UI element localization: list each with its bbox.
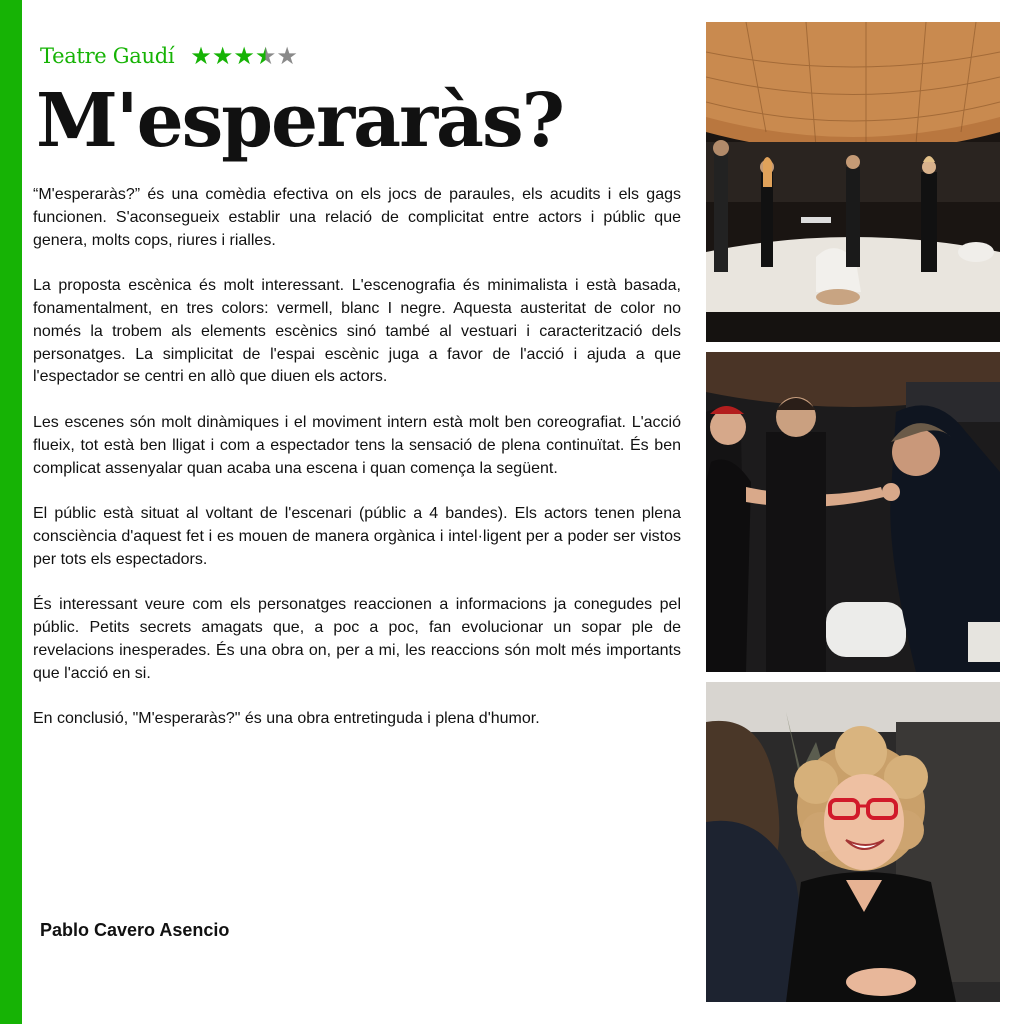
photo-smiling-actress — [706, 682, 1000, 1002]
header — [40, 44, 298, 68]
star-filled-icon: ★ — [233, 42, 255, 70]
star-filled-icon: ★ — [190, 42, 212, 70]
page-title: M'esperaràs? — [36, 78, 564, 164]
venue-name: Teatre Gaudí — [40, 44, 175, 68]
star-rating — [190, 44, 298, 68]
accent-bar — [0, 0, 22, 1024]
paragraph: La proposta escènica és molt interessant. L'escenografia és minimalista i està basada, fonamentalment, en tres colors: vermell, blanc I negre. Aquesta austeritat de color no només la trobem als elements escènics sinó també al vestuari i caracterització dels personatges. La simplicitat de l'espai escènic juga a favor de l'acció i ajuda a que l'espectador se centri en allò que diuen els actors. — [33, 277, 681, 386]
star-empty-icon: ★ — [276, 42, 298, 70]
author-name: Pablo Cavero Asencio — [40, 920, 230, 940]
star-filled-icon: ★ — [211, 42, 234, 70]
paragraph: “M'esperaràs?” és una comèdia efectiva on els jocs de paraules, els acudits i els gags funcionen. S'aconsegueix establir una relació de complicitat entre actors i públic que genera, molts cops, riures i rialles. — [33, 186, 681, 249]
photo-hand-kiss-scene — [706, 352, 1000, 672]
paragraph: El públic està situat al voltant de l'escenari (públic a 4 bandes). Els actors tenen plena consciència d'aquest fet i es mouen de manera orgànica i intel·ligent per a poder ser vistos per tots els espectadors. — [33, 505, 681, 568]
paragraph: És interessant veure com els personatges reaccionen a informacions ja conegudes pel públic. Petits secrets amagats que, a poc a poc, fan evolucionar un sopar ple de revelacions inesperades. És una obra on, per a mi, les reaccions són molt més importants que l'acció en si. — [33, 596, 681, 682]
review-body — [33, 184, 681, 754]
paragraph: Les escenes són molt dinàmiques i el moviment intern està molt ben coreografiat. L'acció flueix, tot està ben lligat i com a espectador tens la sensació de plena continuïtat. És ben complicat assenyalar quan acaba una escena i quan comença la següent. — [33, 413, 681, 477]
photo-stage-wide — [706, 22, 1000, 342]
paragraph: En conclusió, "M'esperaràs?" és una obra entretinguda i plena d'humor. — [33, 710, 540, 728]
star-half-icon: ★ — [254, 42, 277, 70]
